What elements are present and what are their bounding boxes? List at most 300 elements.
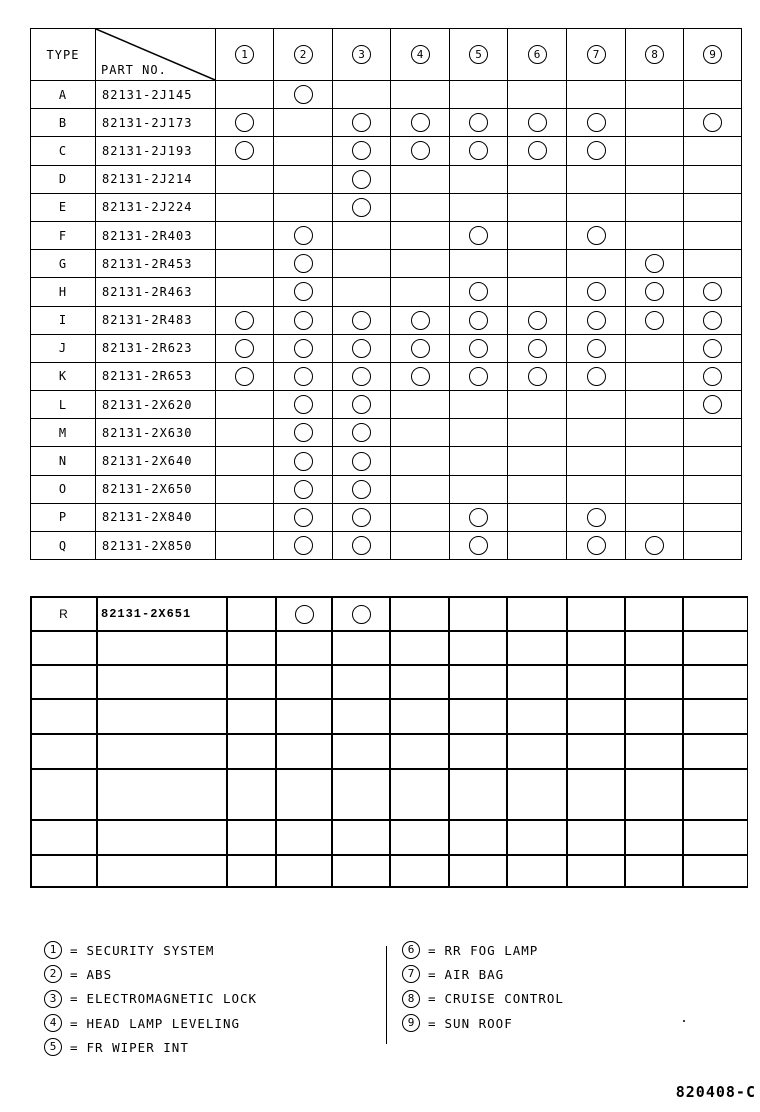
option-cell-5	[450, 278, 508, 306]
circled-number-icon: 4	[411, 45, 430, 64]
option-cell-7	[567, 362, 626, 390]
option-cell-3	[333, 334, 391, 362]
option-cell-9	[684, 278, 742, 306]
type-cell: B	[31, 109, 96, 137]
circled-number-icon: 1	[235, 45, 254, 64]
option-cell-6	[508, 503, 567, 531]
option-cell-2	[274, 532, 333, 560]
table-row	[31, 631, 747, 665]
part-number-cell	[97, 665, 227, 699]
part-number-cell: 82131-2X850	[96, 532, 216, 560]
option-cell-6	[508, 362, 567, 390]
type-cell: K	[31, 362, 96, 390]
type-cell: I	[31, 306, 96, 334]
applicable-circle-icon	[352, 423, 371, 442]
applicable-circle-icon	[703, 395, 722, 414]
applicable-circle-icon	[587, 141, 606, 160]
option-header-9	[684, 29, 742, 81]
option-cell-5	[450, 503, 508, 531]
figure-code: 820408-C	[675, 1083, 756, 1101]
option-cell-4	[391, 532, 450, 560]
option-cell-6	[507, 820, 567, 855]
type-cell: N	[31, 447, 96, 475]
applicable-circle-icon	[294, 367, 313, 386]
part-no-header	[96, 29, 216, 81]
option-cell-5	[449, 855, 507, 887]
option-cell-8	[626, 193, 684, 221]
option-cell-1	[227, 665, 276, 699]
option-cell-1	[216, 109, 274, 137]
option-cell-7	[567, 475, 626, 503]
equals-sign: =	[70, 991, 79, 1007]
circled-number-icon: 6	[402, 941, 420, 959]
option-cell-4	[391, 334, 450, 362]
applicable-circle-icon	[528, 113, 547, 132]
part-number-cell: 82131-2X620	[96, 391, 216, 419]
option-cell-8	[626, 475, 684, 503]
option-cell-6	[507, 734, 567, 769]
option-cell-2	[274, 221, 333, 249]
type-cell: P	[31, 503, 96, 531]
option-cell-5	[450, 81, 508, 109]
option-cell-6	[508, 81, 567, 109]
legend-label: AIR BAG	[444, 966, 505, 982]
option-header-2	[274, 29, 333, 81]
legend-item	[44, 987, 257, 1011]
equals-sign: =	[70, 1039, 79, 1055]
option-cell-7	[567, 447, 626, 475]
option-cell-1	[227, 855, 276, 887]
option-cell-9	[684, 334, 742, 362]
option-cell-2	[274, 475, 333, 503]
type-cell: G	[31, 250, 96, 278]
option-cell-3	[333, 137, 391, 165]
option-cell-3	[333, 419, 391, 447]
option-cell-5	[450, 165, 508, 193]
equals-sign: =	[428, 991, 437, 1007]
option-cell-2	[276, 665, 332, 699]
option-cell-2	[274, 165, 333, 193]
option-cell-6	[507, 631, 567, 665]
option-cell-2	[274, 81, 333, 109]
legend-item	[402, 938, 564, 962]
option-cell-8	[626, 306, 684, 334]
applicable-circle-icon	[703, 339, 722, 358]
option-cell-1	[227, 734, 276, 769]
type-cell	[31, 699, 97, 734]
option-cell-8	[625, 820, 683, 855]
option-cell-8	[626, 503, 684, 531]
option-cell-7	[567, 193, 626, 221]
option-header-6	[508, 29, 567, 81]
applicable-circle-icon	[294, 452, 313, 471]
option-cell-7	[567, 165, 626, 193]
option-cell-9	[683, 734, 747, 769]
option-cell-7	[567, 81, 626, 109]
option-cell-7	[567, 391, 626, 419]
option-header-7	[567, 29, 626, 81]
option-cell-6	[508, 419, 567, 447]
option-cell-1	[216, 532, 274, 560]
applicable-circle-icon	[352, 198, 371, 217]
option-cell-1	[216, 81, 274, 109]
applicable-circle-icon	[235, 339, 254, 358]
applicable-circle-icon	[352, 339, 371, 358]
option-cell-4	[390, 699, 449, 734]
option-cell-9	[683, 665, 747, 699]
part-number-cell: 82131-2X840	[96, 503, 216, 531]
applicable-circle-icon	[294, 254, 313, 273]
table-row	[31, 597, 747, 631]
table-row	[31, 278, 742, 306]
option-cell-4	[390, 734, 449, 769]
option-cell-5	[450, 532, 508, 560]
option-cell-8	[625, 699, 683, 734]
option-cell-7	[567, 306, 626, 334]
option-cell-6	[508, 109, 567, 137]
option-cell-9	[684, 475, 742, 503]
option-cell-9	[684, 250, 742, 278]
applicable-circle-icon	[235, 113, 254, 132]
applicable-circle-icon	[352, 395, 371, 414]
applicable-circle-icon	[703, 113, 722, 132]
applicable-circle-icon	[352, 508, 371, 527]
option-cell-8	[625, 855, 683, 887]
applicable-circle-icon	[411, 311, 430, 330]
legend-item	[402, 1011, 564, 1035]
option-cell-9	[684, 165, 742, 193]
part-number-cell: 82131-2J173	[96, 109, 216, 137]
option-cell-2	[274, 109, 333, 137]
applicable-circle-icon	[294, 339, 313, 358]
part-number-cell: 82131-2R623	[96, 334, 216, 362]
table-row	[31, 221, 742, 249]
table-row	[31, 699, 747, 734]
table-row	[31, 665, 747, 699]
parts-option-table	[30, 28, 742, 560]
table-row	[31, 855, 747, 887]
option-cell-4	[391, 447, 450, 475]
legend-divider	[386, 946, 387, 1044]
applicable-circle-icon	[587, 367, 606, 386]
option-cell-1	[216, 137, 274, 165]
option-cell-7	[567, 532, 626, 560]
option-cell-6	[507, 597, 567, 631]
table-row	[31, 81, 742, 109]
option-cell-5	[450, 391, 508, 419]
option-cell-6	[507, 855, 567, 887]
equals-sign: =	[70, 1015, 79, 1031]
stray-dot	[683, 1020, 685, 1022]
type-cell	[31, 855, 97, 887]
option-cell-2	[274, 419, 333, 447]
table-row	[31, 391, 742, 419]
part-number-cell: 82131-2J214	[96, 165, 216, 193]
option-cell-9	[684, 221, 742, 249]
applicable-circle-icon	[528, 141, 547, 160]
applicable-circle-icon	[235, 367, 254, 386]
part-number-cell	[97, 699, 227, 734]
applicable-circle-icon	[294, 480, 313, 499]
applicable-circle-icon	[528, 339, 547, 358]
applicable-circle-icon	[469, 282, 488, 301]
applicable-circle-icon	[528, 367, 547, 386]
applicable-circle-icon	[587, 113, 606, 132]
table-row	[31, 503, 742, 531]
option-cell-2	[276, 631, 332, 665]
option-cell-7	[567, 278, 626, 306]
option-header-1	[216, 29, 274, 81]
option-cell-6	[508, 165, 567, 193]
circled-number-icon: 7	[402, 965, 420, 983]
option-cell-4	[390, 665, 449, 699]
equals-sign: =	[428, 942, 437, 958]
legend-label: CRUISE CONTROL	[444, 991, 564, 1007]
option-cell-7	[567, 699, 625, 734]
option-cell-9	[684, 447, 742, 475]
option-cell-7	[567, 820, 625, 855]
applicable-circle-icon	[352, 113, 371, 132]
option-cell-2	[276, 734, 332, 769]
equals-sign: =	[70, 966, 79, 982]
type-cell: E	[31, 193, 96, 221]
type-cell	[31, 631, 97, 665]
table-row	[31, 306, 742, 334]
table-row	[31, 334, 742, 362]
option-cell-3	[333, 362, 391, 390]
option-cell-5	[450, 221, 508, 249]
option-cell-6	[508, 447, 567, 475]
option-cell-4	[391, 137, 450, 165]
table-row	[31, 447, 742, 475]
option-cell-5	[450, 475, 508, 503]
option-cell-5	[449, 734, 507, 769]
option-cell-8	[626, 391, 684, 419]
option-cell-4	[391, 109, 450, 137]
legend-label: ABS	[86, 966, 113, 982]
option-cell-4	[391, 81, 450, 109]
applicable-circle-icon	[411, 339, 430, 358]
option-cell-6	[508, 334, 567, 362]
option-cell-4	[391, 278, 450, 306]
option-cell-3	[332, 734, 390, 769]
legend-item	[44, 962, 257, 986]
applicable-circle-icon	[235, 311, 254, 330]
option-cell-1	[216, 419, 274, 447]
option-cell-7	[567, 250, 626, 278]
table-header-row	[31, 29, 742, 81]
option-cell-8	[626, 165, 684, 193]
applicable-circle-icon	[645, 282, 664, 301]
legend-item	[402, 962, 564, 986]
option-cell-6	[507, 699, 567, 734]
option-cell-8	[625, 631, 683, 665]
option-cell-9	[684, 362, 742, 390]
option-cell-1	[216, 334, 274, 362]
option-cell-9	[683, 855, 747, 887]
table-row	[31, 820, 747, 855]
type-cell: M	[31, 419, 96, 447]
table-row	[31, 419, 742, 447]
option-cell-8	[626, 137, 684, 165]
option-cell-4	[391, 250, 450, 278]
option-cell-7	[567, 109, 626, 137]
option-cell-2	[274, 137, 333, 165]
option-cell-8	[626, 419, 684, 447]
applicable-circle-icon	[587, 536, 606, 555]
option-cell-5	[449, 665, 507, 699]
type-cell	[31, 769, 97, 820]
applicable-circle-icon	[587, 311, 606, 330]
option-cell-5	[449, 631, 507, 665]
option-cell-5	[450, 137, 508, 165]
circled-number-icon: 4	[44, 1014, 62, 1032]
applicable-circle-icon	[703, 311, 722, 330]
applicable-circle-icon	[352, 605, 371, 624]
applicable-circle-icon	[587, 282, 606, 301]
applicable-circle-icon	[352, 452, 371, 471]
option-cell-1	[216, 503, 274, 531]
option-cell-7	[567, 221, 626, 249]
part-number-cell	[97, 631, 227, 665]
option-cell-4	[391, 391, 450, 419]
option-cell-3	[332, 597, 390, 631]
option-cell-3	[333, 109, 391, 137]
equals-sign: =	[70, 942, 79, 958]
applicable-circle-icon	[294, 85, 313, 104]
table-row	[31, 250, 742, 278]
option-cell-4	[391, 193, 450, 221]
part-number-cell	[97, 855, 227, 887]
option-cell-3	[333, 475, 391, 503]
option-cell-6	[508, 193, 567, 221]
applicable-circle-icon	[469, 141, 488, 160]
option-cell-7	[567, 503, 626, 531]
option-cell-2	[274, 278, 333, 306]
circled-number-icon: 5	[44, 1038, 62, 1056]
option-cell-1	[216, 447, 274, 475]
applicable-circle-icon	[411, 141, 430, 160]
option-cell-8	[625, 597, 683, 631]
option-cell-3	[333, 81, 391, 109]
option-cell-4	[391, 475, 450, 503]
option-cell-1	[216, 165, 274, 193]
option-cell-4	[390, 820, 449, 855]
option-cell-2	[274, 250, 333, 278]
option-cell-7	[567, 631, 625, 665]
legend-item	[44, 1035, 257, 1059]
applicable-circle-icon	[645, 311, 664, 330]
option-cell-5	[450, 109, 508, 137]
option-cell-5	[450, 193, 508, 221]
option-cell-4	[391, 221, 450, 249]
applicable-circle-icon	[352, 367, 371, 386]
applicable-circle-icon	[703, 282, 722, 301]
legend-label: FR WIPER INT	[86, 1039, 189, 1055]
option-cell-8	[625, 665, 683, 699]
type-header: TYPE	[31, 29, 96, 81]
applicable-circle-icon	[294, 226, 313, 245]
part-number-cell: 82131-2R453	[96, 250, 216, 278]
circled-number-icon: 8	[402, 990, 420, 1008]
option-cell-2	[274, 193, 333, 221]
applicable-circle-icon	[294, 423, 313, 442]
type-cell	[31, 820, 97, 855]
part-number-cell: 82131-2J145	[96, 81, 216, 109]
option-cell-5	[450, 334, 508, 362]
applicable-circle-icon	[645, 536, 664, 555]
option-cell-8	[626, 334, 684, 362]
option-cell-1	[216, 306, 274, 334]
option-cell-4	[391, 165, 450, 193]
type-cell	[31, 665, 97, 699]
type-cell: H	[31, 278, 96, 306]
option-cell-6	[507, 769, 567, 820]
applicable-circle-icon	[352, 141, 371, 160]
circled-number-icon: 9	[402, 1014, 420, 1032]
option-cell-5	[449, 597, 507, 631]
applicable-circle-icon	[469, 226, 488, 245]
legend-item	[44, 938, 257, 962]
circled-number-icon: 3	[352, 45, 371, 64]
table-row	[31, 532, 742, 560]
option-cell-9	[684, 109, 742, 137]
option-cell-7	[567, 334, 626, 362]
option-cell-2	[276, 769, 332, 820]
applicable-circle-icon	[294, 311, 313, 330]
option-cell-8	[626, 109, 684, 137]
option-cell-4	[391, 503, 450, 531]
option-cell-9	[684, 306, 742, 334]
option-cell-5	[450, 447, 508, 475]
type-cell: D	[31, 165, 96, 193]
option-header-8	[626, 29, 684, 81]
option-cell-5	[449, 769, 507, 820]
option-cell-6	[507, 665, 567, 699]
part-number-cell: 82131-2X651	[97, 597, 227, 631]
applicable-circle-icon	[587, 508, 606, 527]
part-number-cell	[97, 820, 227, 855]
applicable-circle-icon	[528, 311, 547, 330]
option-cell-9	[684, 391, 742, 419]
option-cell-8	[625, 734, 683, 769]
option-cell-6	[508, 250, 567, 278]
option-cell-8	[626, 447, 684, 475]
option-cell-8	[626, 221, 684, 249]
circled-number-icon: 1	[44, 941, 62, 959]
option-cell-1	[216, 278, 274, 306]
legend-left-column	[44, 938, 257, 1059]
option-cell-8	[626, 532, 684, 560]
option-header-4	[391, 29, 450, 81]
option-cell-6	[508, 306, 567, 334]
option-cell-6	[508, 221, 567, 249]
applicable-circle-icon	[294, 282, 313, 301]
option-cell-5	[450, 250, 508, 278]
option-cell-1	[216, 193, 274, 221]
option-cell-3	[332, 855, 390, 887]
type-cell: L	[31, 391, 96, 419]
option-cell-1	[216, 475, 274, 503]
option-cell-6	[508, 391, 567, 419]
option-cell-4	[390, 631, 449, 665]
option-cell-3	[332, 631, 390, 665]
option-cell-5	[450, 306, 508, 334]
table-row	[31, 475, 742, 503]
equals-sign: =	[428, 966, 437, 982]
legend-right-column	[402, 938, 564, 1035]
legend-label: ELECTROMAGNETIC LOCK	[86, 991, 258, 1007]
